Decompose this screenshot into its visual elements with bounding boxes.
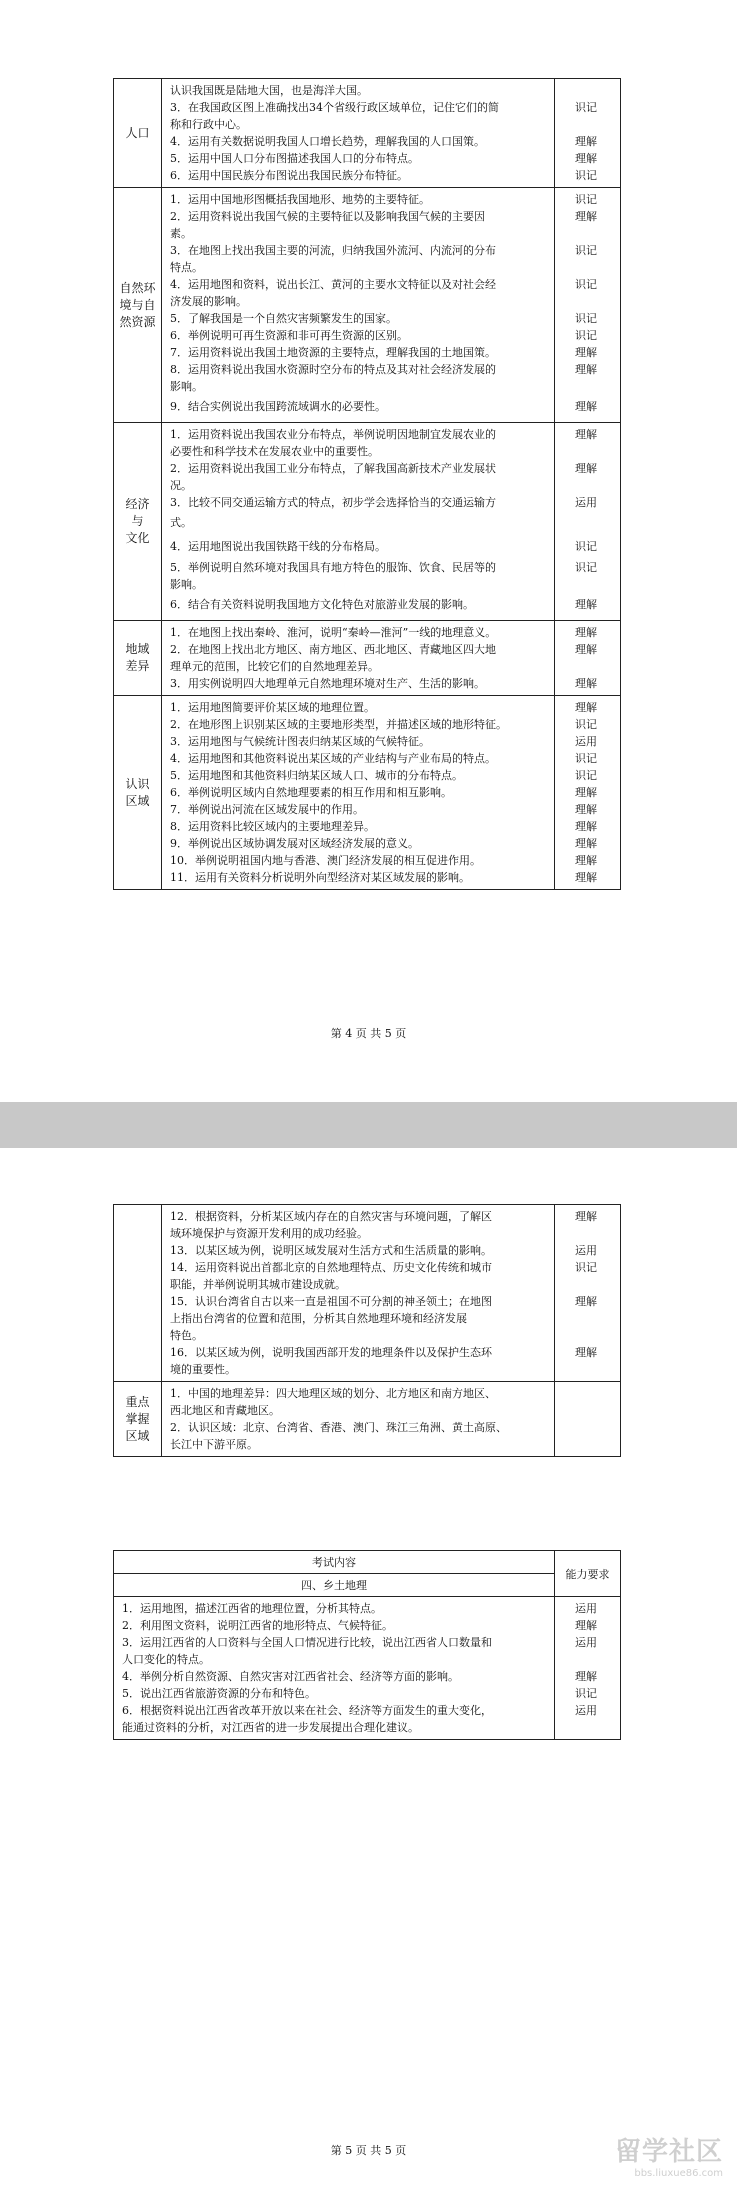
section-category bbox=[114, 423, 162, 621]
item-line: 6．运用中国民族分布图说出我国民族分布特征。 bbox=[170, 169, 408, 182]
section-row bbox=[114, 696, 621, 890]
section-row bbox=[114, 1205, 621, 1382]
section-row bbox=[114, 621, 621, 696]
category-label-line: 重点 bbox=[125, 1394, 150, 1409]
item-line: 3．在地图上找出我国主要的河流，归纳我国外流河、内流河的分布 bbox=[170, 244, 496, 257]
ability-level: 识记 bbox=[575, 1687, 597, 1700]
ability-level-spacer bbox=[555, 1327, 620, 1344]
item-line: 5．了解我国是一个自然灾害频繁发生的国家。 bbox=[170, 312, 397, 325]
ability-level-spacer bbox=[555, 1310, 620, 1327]
item-line: 6．举例说明可再生资源和非可再生资源的区别。 bbox=[170, 329, 408, 342]
item-line: 影响。 bbox=[170, 380, 203, 393]
item-line: 16．以某区域为例，说明我国西部开发的地理条件以及保护生态环 bbox=[170, 1346, 492, 1359]
section-levels bbox=[555, 621, 621, 696]
ability-level-spacer bbox=[555, 1719, 620, 1736]
exam-item-line: 5．说出江西省旅游资源的分布和特色。 bbox=[122, 1687, 316, 1700]
section-items bbox=[162, 696, 555, 890]
exam-item-line: 6．根据资料说出江西省改革开放以来在社会、经济等方面发生的重大变化， bbox=[122, 1704, 492, 1717]
section-items bbox=[162, 1205, 555, 1382]
ability-level: 运用 bbox=[575, 496, 597, 509]
section-items bbox=[162, 1382, 555, 1457]
category-label-line: 区域 bbox=[125, 793, 150, 808]
ability-level: 识记 bbox=[575, 101, 597, 114]
ability-level: 理解 bbox=[575, 701, 597, 714]
ability-level-spacer bbox=[555, 1225, 620, 1242]
category-label-line: 掌握 bbox=[125, 1411, 150, 1426]
item-line: 认识我国既是陆地大国，也是海洋大国。 bbox=[170, 84, 368, 97]
ability-level: 识记 bbox=[575, 561, 597, 574]
ability-level-spacer bbox=[555, 1276, 620, 1293]
section-items bbox=[162, 423, 555, 621]
category-label-line: 区域 bbox=[125, 1428, 150, 1443]
item-line: 济发展的影响。 bbox=[170, 295, 247, 308]
ability-level: 理解 bbox=[575, 1210, 597, 1223]
ability-level-spacer bbox=[555, 511, 620, 535]
page-footer: 第 4 页 共 5 页 bbox=[330, 1027, 407, 1040]
item-line: 9．举例说出区域协调发展对区域经济发展的意义。 bbox=[170, 837, 419, 850]
exam-item-line: 能通过资料的分析，对江西省的进一步发展提出合理化建议。 bbox=[122, 1721, 419, 1734]
category-label-line: 经济 bbox=[125, 497, 150, 511]
exam-header-subtitle: 四、乡土地理 bbox=[114, 1574, 555, 1597]
ability-level: 理解 bbox=[575, 677, 597, 690]
curriculum-table-page5 bbox=[113, 1204, 621, 1457]
item-line: 境的重要性。 bbox=[170, 1363, 236, 1376]
item-line: 13．以某区域为例，说明区域发展对生活方式和生活质量的影响。 bbox=[170, 1244, 492, 1257]
exam-levels bbox=[555, 1597, 621, 1740]
ability-level: 识记 bbox=[575, 244, 597, 257]
item-line: 3．运用地图与气候统计图表归纳某区域的气候特征。 bbox=[170, 735, 430, 748]
ability-level: 识记 bbox=[575, 769, 597, 782]
section-items bbox=[162, 79, 555, 188]
category-label-line: 自然环 bbox=[119, 280, 156, 295]
ability-level-spacer bbox=[555, 225, 620, 242]
section-levels bbox=[555, 1205, 621, 1382]
exam-items bbox=[114, 1597, 555, 1740]
ability-level: 理解 bbox=[575, 462, 597, 475]
category-label-line: 文化 bbox=[125, 531, 150, 545]
ability-level: 识记 bbox=[575, 278, 597, 291]
ability-level: 识记 bbox=[575, 718, 597, 731]
category-label-line: 境与自 bbox=[119, 297, 156, 312]
section-items bbox=[162, 621, 555, 696]
item-line: 1．运用资料说出我国农业分布特点，举例说明因地制宜发展农业的 bbox=[170, 428, 496, 441]
item-line: 6．举例说明区域内自然地理要素的相互作用和相互影响。 bbox=[170, 786, 452, 799]
category-label-line: 认识 bbox=[125, 776, 150, 791]
exam-item-line: 1．运用地图，描述江西省的地理位置，分析其特点。 bbox=[122, 1602, 382, 1615]
item-line: 2．运用资料说出我国气候的主要特征以及影响我国气候的主要因 bbox=[170, 210, 485, 223]
item-line: 2．运用资料说出我国工业分布特点，了解我国高新技术产业发展状 bbox=[170, 462, 496, 475]
item-line: 5．运用地图和其他资料归纳某区域人口、城市的分布特点。 bbox=[170, 769, 463, 782]
ability-level-spacer bbox=[555, 477, 620, 494]
ability-level-spacer bbox=[555, 1436, 620, 1453]
item-line: 域环境保护与资源开发利用的成功经验。 bbox=[170, 1227, 368, 1240]
ability-level: 理解 bbox=[575, 786, 597, 799]
item-line: 10．举例说明祖国内地与香港、澳门经济发展的相互促进作用。 bbox=[170, 854, 481, 867]
ability-level: 理解 bbox=[575, 1346, 597, 1359]
item-line: 1．运用中国地形图概括我国地形、地势的主要特征。 bbox=[170, 193, 430, 206]
exam-header-title: 考试内容 bbox=[114, 1551, 555, 1574]
item-line: 15．认识台湾省自古以来一直是祖国不可分割的神圣领土；在地图 bbox=[170, 1295, 492, 1308]
category-label-line: 与 bbox=[131, 514, 144, 528]
ability-level bbox=[555, 82, 620, 99]
ability-level: 理解 bbox=[575, 871, 597, 884]
item-line: 12．根据资料，分析某区域内存在的自然灾害与环境问题，了解区 bbox=[170, 1210, 492, 1223]
item-line: 1．运用地图简要评价某区域的地理位置。 bbox=[170, 701, 375, 714]
item-line: 3．比较不同交通运输方式的特点，初步学会选择恰当的交通运输方 bbox=[170, 496, 496, 509]
ability-level bbox=[555, 1385, 620, 1402]
ability-level-spacer bbox=[555, 658, 620, 675]
ability-level: 理解 bbox=[575, 1295, 597, 1308]
section-row bbox=[114, 423, 621, 621]
page-5 bbox=[0, 1148, 737, 2195]
ability-level: 运用 bbox=[575, 1602, 597, 1615]
ability-level: 理解 bbox=[575, 837, 597, 850]
item-line: 4．运用地图和其他资料说出某区域的产业结构与产业布局的特点。 bbox=[170, 752, 496, 765]
section-row bbox=[114, 79, 621, 188]
item-line: 1．中国的地理差异：四大地理区域的划分、北方地区和南方地区、 bbox=[170, 1387, 496, 1400]
item-line: 9．结合实例说出我国跨流域调水的必要性。 bbox=[170, 400, 386, 413]
exam-item-line: 2．利用图文资料，说明江西省的地形特点、气候特征。 bbox=[122, 1619, 393, 1632]
ability-level: 理解 bbox=[575, 803, 597, 816]
exam-item-line: 3．运用江西省的人口资料与全国人口情况进行比较，说出江西省人口数量和 bbox=[122, 1636, 492, 1649]
section-category bbox=[114, 696, 162, 890]
item-line: 长江中下游平原。 bbox=[170, 1438, 258, 1451]
ability-level-spacer bbox=[555, 443, 620, 460]
ability-level: 识记 bbox=[575, 312, 597, 325]
item-line: 8．运用资料说出我国水资源时空分布的特点及其对社会经济发展的 bbox=[170, 363, 496, 376]
ability-level: 运用 bbox=[575, 1244, 597, 1257]
ability-level: 识记 bbox=[575, 329, 597, 342]
item-line: 11．运用有关资料分析说明外向型经济对某区域发展的影响。 bbox=[170, 871, 470, 884]
item-line: 理单元的范围，比较它们的自然地理差异。 bbox=[170, 660, 379, 673]
item-line: 特色。 bbox=[170, 1329, 203, 1342]
ability-level: 理解 bbox=[575, 854, 597, 867]
section-category bbox=[114, 1382, 162, 1457]
item-line: 2．在地图上找出北方地区、南方地区、西北地区、青藏地区四大地 bbox=[170, 643, 496, 656]
ability-level: 运用 bbox=[575, 1636, 597, 1649]
exam-item-line: 4．举例分析自然资源、自然灾害对江西省社会、经济等方面的影响。 bbox=[122, 1670, 459, 1683]
item-line: 1．在地图上找出秦岭、淮河，说明“秦岭—淮河”一线的地理意义。 bbox=[170, 626, 497, 639]
section-category bbox=[114, 1205, 162, 1382]
item-line: 必要性和科学技术在发展农业中的重要性。 bbox=[170, 445, 379, 458]
exam-item-line: 人口变化的特点。 bbox=[122, 1653, 210, 1666]
ability-level: 运用 bbox=[575, 1704, 597, 1717]
ability-level-spacer bbox=[555, 576, 620, 593]
watermark-url: bbs.liuxue86.com bbox=[634, 2168, 723, 2179]
item-line: 况。 bbox=[170, 479, 192, 492]
item-line: 式。 bbox=[170, 516, 192, 529]
ability-level: 理解 bbox=[575, 643, 597, 656]
item-line: 4．运用地图说出我国铁路干线的分布格局。 bbox=[170, 540, 386, 553]
item-line: 3．用实例说明四大地理单元自然地理环境对生产、生活的影响。 bbox=[170, 677, 485, 690]
section-items bbox=[162, 188, 555, 423]
item-line: 素。 bbox=[170, 227, 192, 240]
section-category bbox=[114, 79, 162, 188]
ability-level: 理解 bbox=[575, 346, 597, 359]
ability-level: 理解 bbox=[575, 135, 597, 148]
ability-level: 理解 bbox=[575, 428, 597, 441]
section-levels bbox=[555, 423, 621, 621]
item-line: 称和行政中心。 bbox=[170, 118, 247, 131]
item-line: 上指出台湾省的位置和范围，分析其自然地理环境和经济发展 bbox=[170, 1312, 467, 1325]
ability-level-spacer bbox=[555, 259, 620, 276]
ability-level: 识记 bbox=[575, 752, 597, 765]
section-levels bbox=[555, 696, 621, 890]
item-line: 7．举例说出河流在区域发展中的作用。 bbox=[170, 803, 364, 816]
curriculum-table-page4 bbox=[113, 78, 621, 890]
page-separator bbox=[0, 1102, 737, 1148]
item-line: 7．运用资料说出我国土地资源的主要特点，理解我国的土地国策。 bbox=[170, 346, 496, 359]
ability-level-spacer bbox=[555, 1361, 620, 1378]
ability-level-spacer bbox=[555, 293, 620, 310]
item-line: 14．运用资料说出首都北京的自然地理特点、历史文化传统和城市 bbox=[170, 1261, 492, 1274]
ability-level: 理解 bbox=[575, 1619, 597, 1632]
item-line: 5．举例说明自然环境对我国具有地方特色的服饰、饮食、民居等的 bbox=[170, 561, 496, 574]
item-line: 4．运用地图和资料，说出长江、黄河的主要水文特征以及对社会经 bbox=[170, 278, 496, 291]
item-line: 8．运用资料比较区域内的主要地理差异。 bbox=[170, 820, 375, 833]
section-levels bbox=[555, 1382, 621, 1457]
ability-level-spacer bbox=[555, 116, 620, 133]
exam-body-row bbox=[114, 1597, 621, 1740]
ability-level: 运用 bbox=[575, 735, 597, 748]
ability-level-spacer bbox=[555, 1402, 620, 1419]
section-category bbox=[114, 621, 162, 696]
category-label-line: 地域 bbox=[125, 642, 150, 656]
watermark-logo: 留学社区 bbox=[614, 2137, 723, 2167]
watermark bbox=[573, 2137, 723, 2189]
ability-level-spacer bbox=[555, 1651, 620, 1668]
section-levels bbox=[555, 79, 621, 188]
item-line: 2．认识区域：北京、台湾省、香港、澳门、珠江三角洲、黄土高原、 bbox=[170, 1421, 507, 1434]
exam-content-table bbox=[113, 1550, 621, 1740]
item-line: 影响。 bbox=[170, 578, 203, 591]
item-line: 西北地区和青藏地区。 bbox=[170, 1404, 280, 1417]
section-category bbox=[114, 188, 162, 423]
item-line: 6．结合有关资料说明我国地方文化特色对旅游业发展的影响。 bbox=[170, 598, 474, 611]
ability-level: 理解 bbox=[575, 820, 597, 833]
category-label-line: 人口 bbox=[125, 125, 150, 140]
ability-level bbox=[555, 1419, 620, 1436]
item-line: 4．运用有关数据说明我国人口增长趋势，理解我国的人口国策。 bbox=[170, 135, 485, 148]
ability-level: 识记 bbox=[575, 169, 597, 182]
item-line: 特点。 bbox=[170, 261, 203, 274]
section-row bbox=[114, 1382, 621, 1457]
ability-level: 识记 bbox=[575, 540, 597, 553]
ability-level: 理解 bbox=[575, 400, 597, 413]
ability-level: 理解 bbox=[575, 1670, 597, 1683]
page-footer: 第 5 页 共 5 页 bbox=[330, 2144, 407, 2157]
item-line: 2．在地形图上识别某区域的主要地形类型，并描述区域的地形特征。 bbox=[170, 718, 507, 731]
ability-level-spacer bbox=[555, 378, 620, 395]
ability-level: 识记 bbox=[575, 193, 597, 206]
category-label-line: 然资源 bbox=[119, 314, 156, 329]
ability-level: 理解 bbox=[575, 152, 597, 165]
section-row bbox=[114, 188, 621, 423]
category-label-line: 差异 bbox=[125, 659, 150, 673]
ability-level: 理解 bbox=[575, 626, 597, 639]
item-line: 职能，并举例说明其城市建设成就。 bbox=[170, 1278, 346, 1291]
ability-header: 能力要求 bbox=[555, 1551, 621, 1597]
item-line: 3．在我国政区图上准确找出34个省级行政区域单位，记住它们的简 bbox=[170, 101, 499, 114]
ability-level: 理解 bbox=[575, 210, 597, 223]
ability-level: 理解 bbox=[575, 598, 597, 611]
ability-level: 理解 bbox=[575, 363, 597, 376]
item-line: 5．运用中国人口分布图描述我国人口的分布特点。 bbox=[170, 152, 419, 165]
section-levels bbox=[555, 188, 621, 423]
ability-level: 识记 bbox=[575, 1261, 597, 1274]
